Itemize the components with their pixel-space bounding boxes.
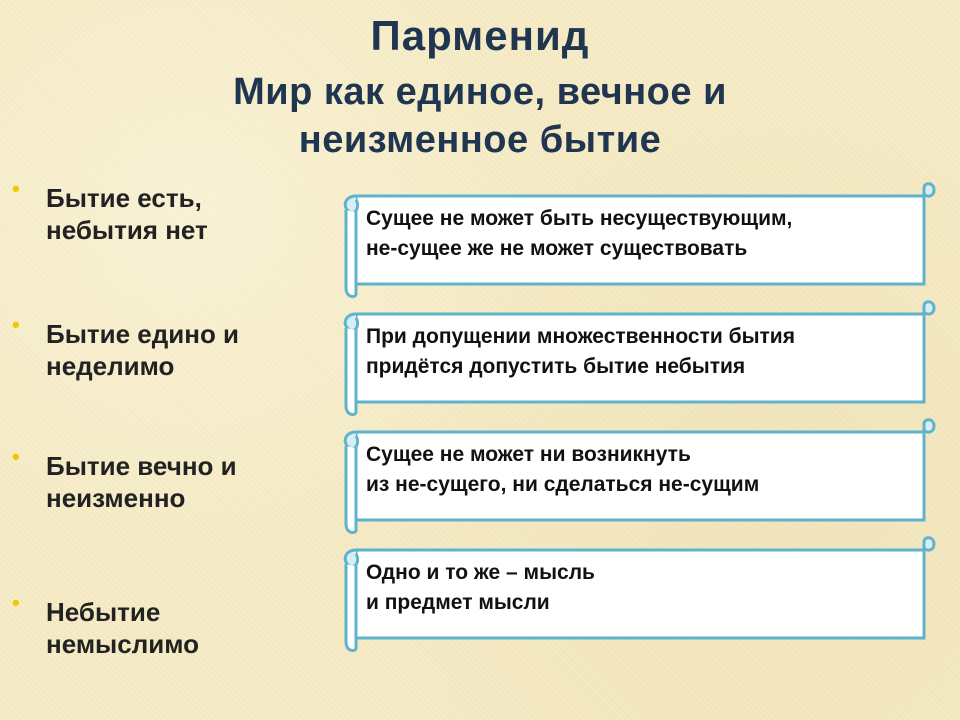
scroll-text	[366, 440, 946, 500]
scroll-box	[338, 298, 938, 416]
scroll-text	[366, 558, 946, 618]
scroll-text-line: придётся допустить бытие небытия	[366, 355, 746, 378]
bullet-line: Бытие едино и	[46, 319, 240, 349]
bullet-item	[12, 176, 316, 246]
bullet-marker-icon: •	[12, 312, 20, 337]
bullet-item	[12, 444, 316, 514]
slide-title: Парменид	[370, 12, 590, 59]
bullet-line: Бытие вечно и	[46, 451, 237, 481]
scroll-text-line: и предмет мысли	[366, 591, 550, 614]
bullet-line: Небытие	[46, 597, 161, 627]
bullet-item	[12, 590, 316, 660]
scroll-text-line: Одно и то же – мысль	[366, 561, 595, 584]
slide-subtitle-line1: Мир как единое, вечное и	[233, 71, 727, 113]
bullet-marker-icon: •	[12, 444, 20, 469]
scroll-text-line: Сущее не может ни возникнуть	[366, 443, 691, 466]
bullet-line: неделимо	[46, 351, 175, 381]
scroll-text-line: При допущении множественности бытия	[366, 325, 795, 348]
scroll-text	[366, 204, 946, 264]
scroll-text-line: из не-сущего, ни сделаться не-сущим	[366, 473, 760, 496]
slide-subtitle	[0, 68, 960, 164]
bullet-item	[12, 312, 316, 382]
scroll-text	[366, 322, 946, 382]
slide-subtitle-line2: неизменное бытие	[298, 119, 662, 161]
scroll-text-line: Сущее не может быть несуществующим,	[366, 207, 793, 230]
bullet-marker-icon: •	[12, 590, 20, 615]
scroll-box	[338, 534, 938, 652]
bullet-line: небытия нет	[46, 215, 208, 245]
bullet-line: неизменно	[46, 483, 186, 513]
scroll-text-line: не-сущее же не может существовать	[366, 237, 748, 260]
scroll-box	[338, 180, 938, 298]
scroll-box	[338, 416, 938, 534]
bullet-line: немыслимо	[46, 629, 199, 659]
bullet-line: Бытие есть,	[46, 183, 202, 213]
bullet-marker-icon: •	[12, 176, 20, 201]
